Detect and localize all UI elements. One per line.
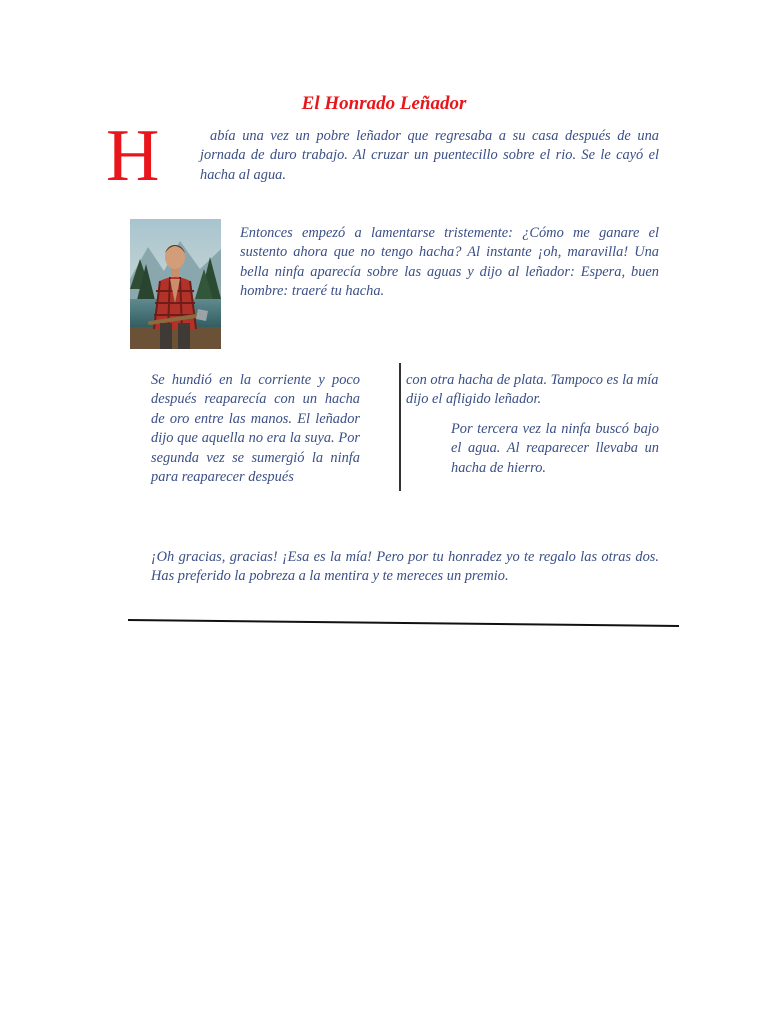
lumberjack-illustration: [130, 219, 221, 349]
paragraph-opening: abía una vez un pobre leñador que regresaba a su casa después de una jornada de duro trabajo. Al cruzar un puentecillo sobre el rio. Se le cayó el hacha al agua.: [200, 128, 659, 183]
column-left-text: Se hundió en la corriente y poco después reaparecía con un hacha de oro entre las manos. El leñador dijo que aquella no era la suya. Por segunda vez se sumergió la ninfa para reaparecer después: [151, 372, 360, 486]
column-divider: [399, 363, 401, 491]
paragraph-closing: ¡Oh gracias, gracias! ¡Esa es la mía! Pero por tu honradez yo te regalo las otras dos. Has preferido la pobreza a la mentira y te mereces un premio.: [151, 549, 659, 585]
bottom-rule: [128, 618, 679, 628]
column-right-text-2: Por tercera vez la ninfa buscó bajo el agua. Al reaparecer llevaba un hacha de hierro.: [451, 421, 659, 476]
column-right-text-1: con otra hacha de plata. Tampoco es la mía dijo el afligido leñador.: [406, 372, 659, 408]
story-title: El Honrado Leñador: [301, 93, 467, 114]
drop-cap: H: [106, 115, 160, 197]
paragraph-lament: Entonces empezó a lamentarse tristemente: ¿Cómo me ganare el sustento ahora que no tengo hacha? Al instante ¡oh, maravilla! Una bella ninfa aparecía sobre las aguas y dijo al leñador: Espera, buen hombre: traeré tu hacha.: [240, 225, 659, 300]
